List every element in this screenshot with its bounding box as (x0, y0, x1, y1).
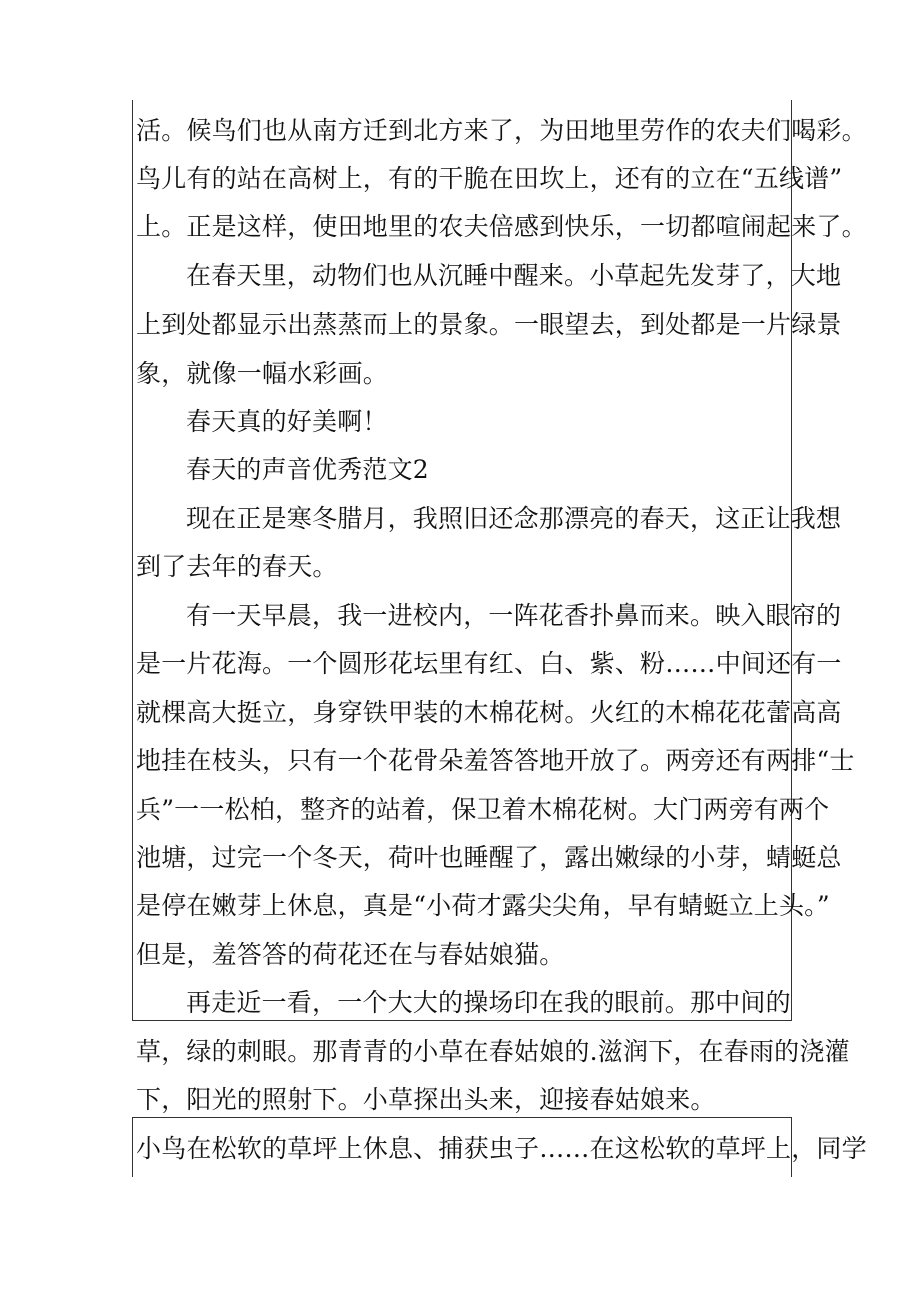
text-line: 是一片花海。一个圆形花坛里有红、白、紫、粉……中间还有一 (136, 649, 842, 678)
text-line: 鸟儿有的站在高树上，有的干脆在田坎上，还有的立在“五线谱” (136, 164, 843, 193)
text-line: 有一天早晨，我一进校内，一阵花香扑鼻而来。映入眼帘的 (186, 601, 842, 630)
section-heading: 春天的声音优秀范文2 (186, 455, 429, 484)
text-line: 小鸟在松软的草坪上休息、捕获虫子……在这松软的草坪上，同学 (136, 1134, 867, 1163)
text-line: 在春天里，动物们也从沉睡中醒来。小草起先发芽了，大地 (186, 261, 842, 290)
text-line: 地挂在枝头，只有一个花骨朵羞答答地开放了。两旁还有两排“士 (136, 746, 855, 775)
text-line: 下，阳光的照射下。小草探出头来，迎接春姑娘来。 (136, 1085, 716, 1114)
text-line: 到了去年的春天。 (136, 552, 338, 581)
text-line: 是停在嫩芽上休息，真是“小荷才露尖尖角，早有蜻蜓立上头。” (136, 891, 830, 920)
text-line: 草，绿的刺眼。那青青的小草在春姑娘的.滋润下，在春雨的浇灌 (136, 1037, 850, 1066)
text-line: 但是，羞答答的荷花还在与春姑娘猫。 (136, 940, 565, 969)
text-line: 再走近一看，一个大大的操场印在我的眼前。那中间的 (186, 988, 791, 1017)
text-line: 就棵高大挺立，身穿铁甲装的木棉花树。火红的木棉花花蕾高高 (136, 698, 842, 727)
text-line: 春天真的好美啊！ (186, 407, 388, 436)
text-line: 活。候鸟们也从南方迁到北方来了，为田地里劳作的农夫们喝彩。 (136, 116, 867, 145)
text-line: 现在正是寒冬腊月，我照旧还念那漂亮的春天，这正让我想 (186, 504, 842, 533)
text-line: 上。正是这样，使田地里的农夫倍感到快乐，一切都喧闹起来了。 (136, 212, 867, 241)
text-line: 象，就像一幅水彩画。 (136, 359, 389, 388)
text-line: 兵”一一松柏，整齐的站着，保卫着木棉花树。大门两旁有两个 (136, 795, 830, 824)
text-line: 池塘，过完一个冬天，荷叶也睡醒了，露出嫩绿的小芽，蜻蜓总 (136, 843, 842, 872)
text-line: 上到处都显示出蒸蒸而上的景象。一眼望去，到处都是一片绿景 (136, 310, 842, 339)
